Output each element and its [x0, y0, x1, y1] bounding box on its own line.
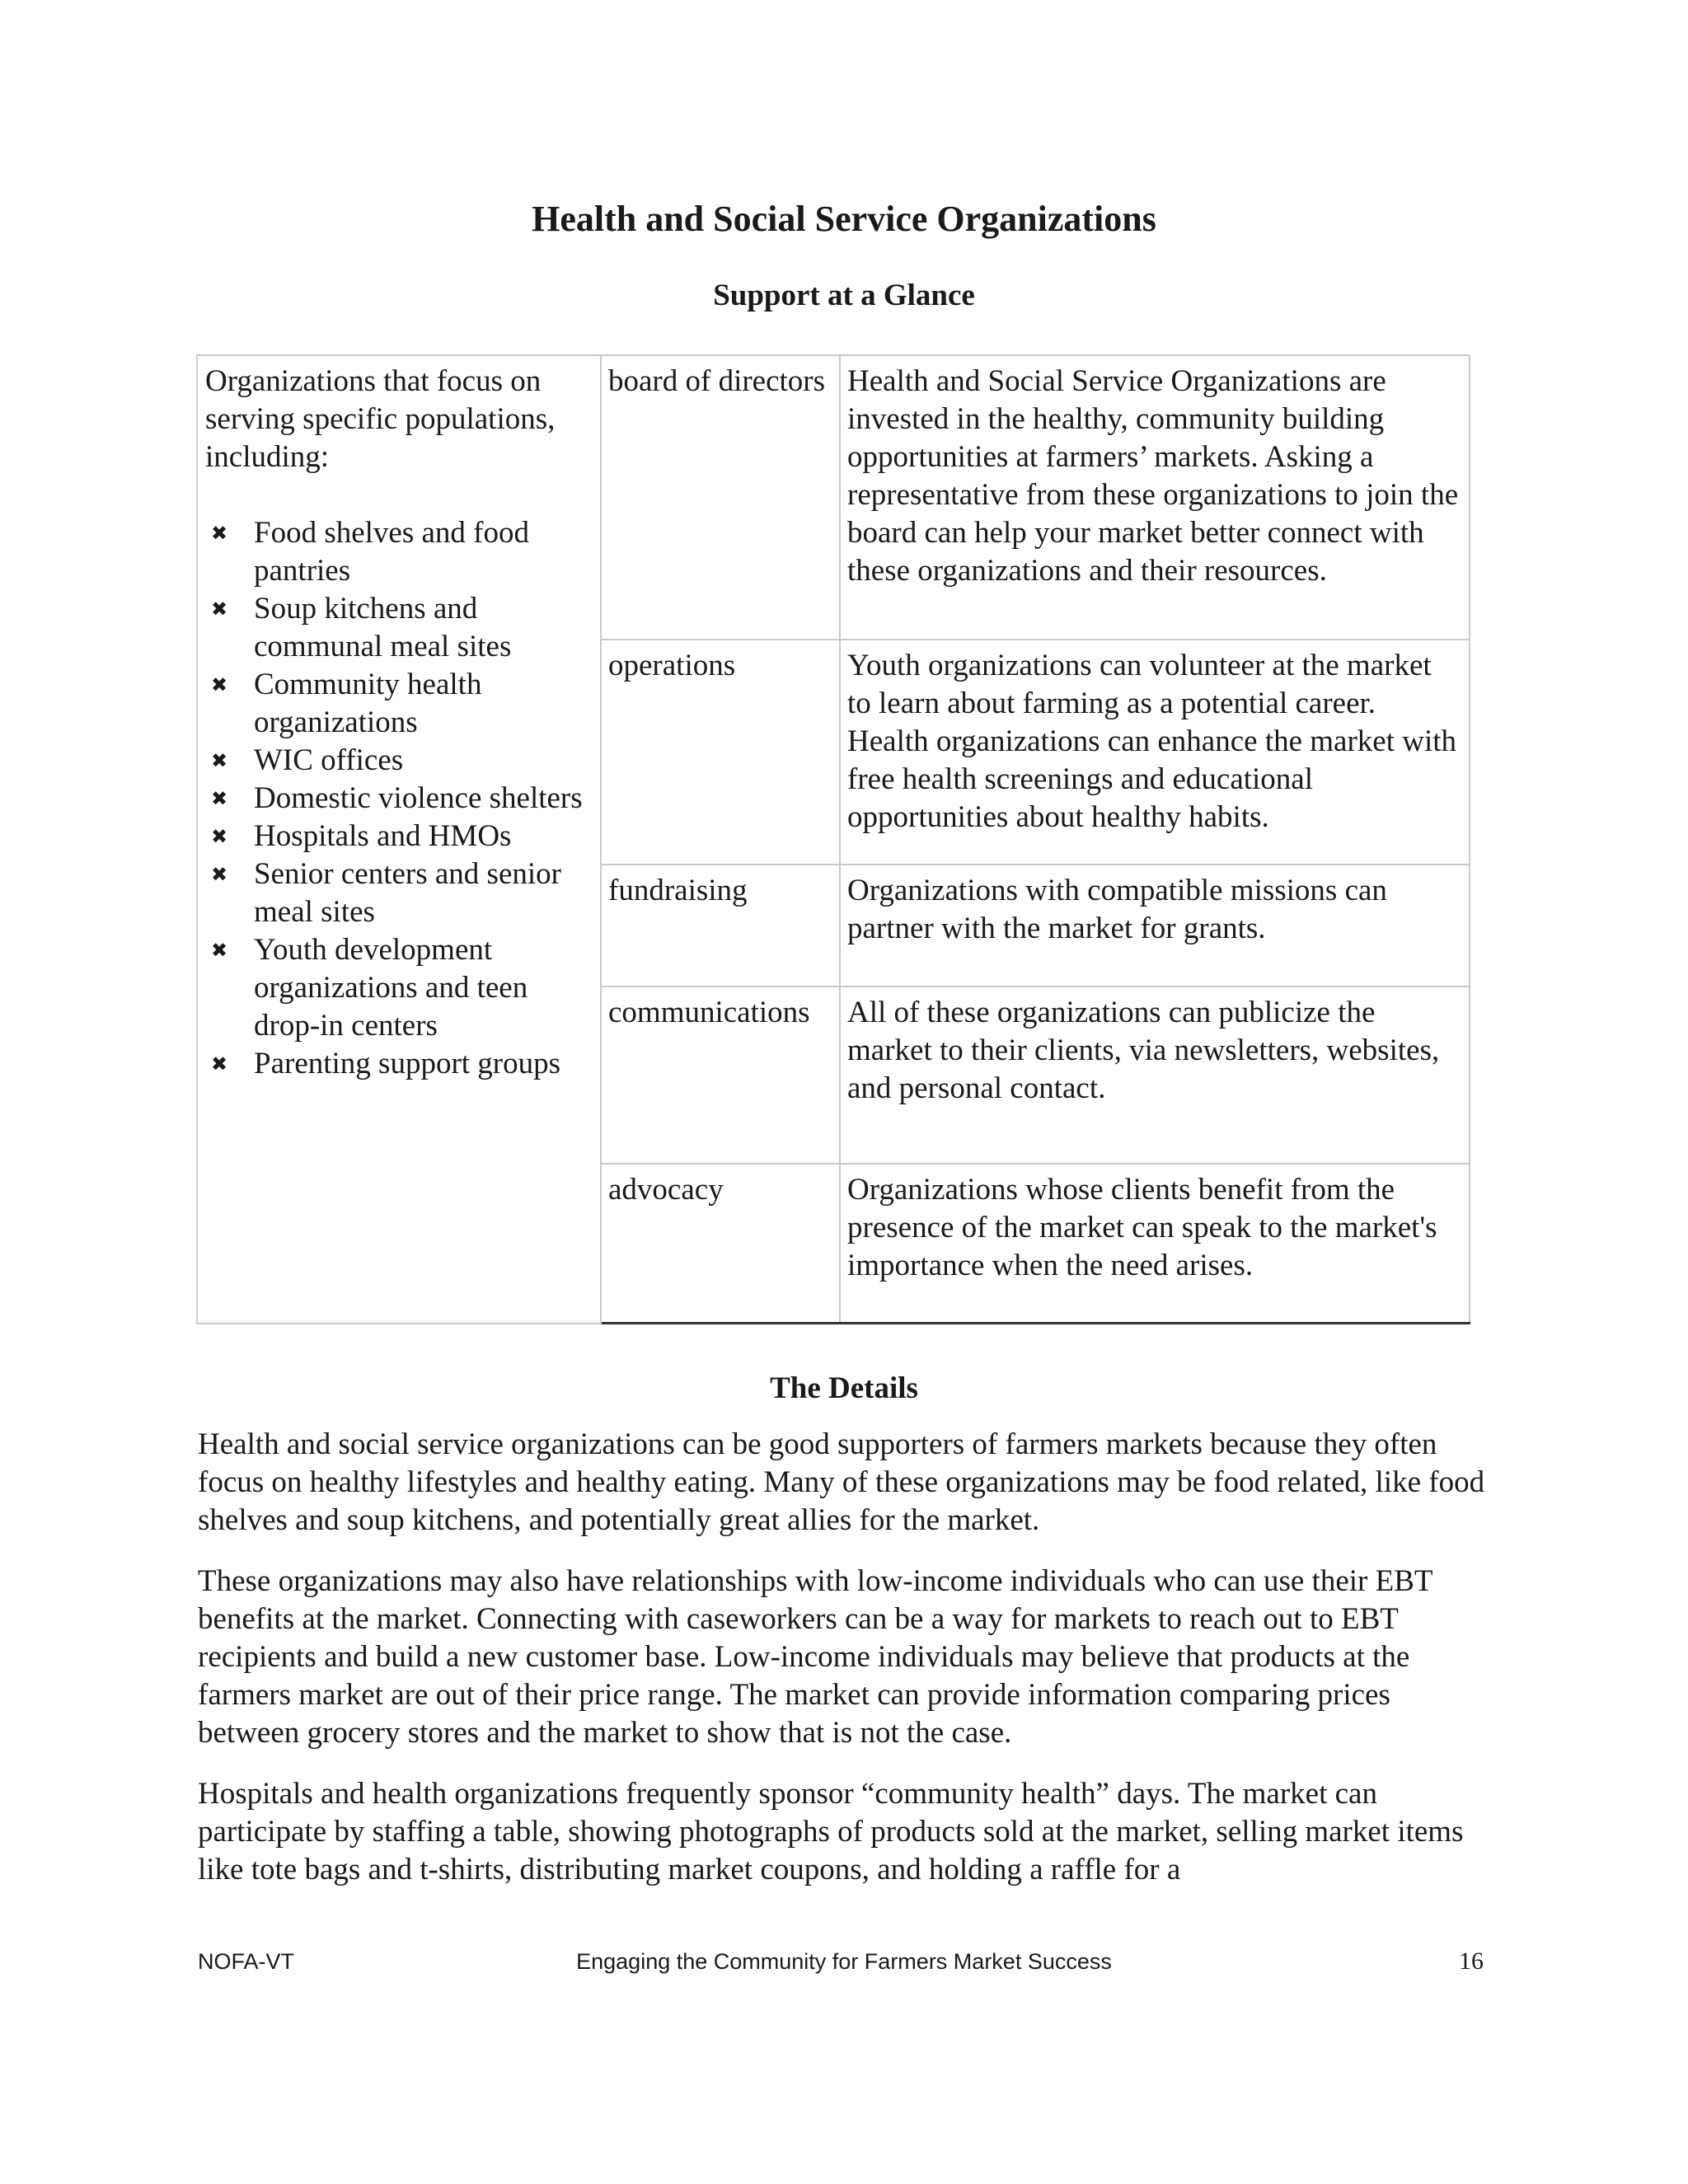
details-body: [198, 1426, 1492, 1912]
support-area-label: operations: [602, 640, 841, 864]
details-paragraph: Hospitals and health organizations frequently sponsor “community health” days. The market can participate by staffing a table, showing photographs of products sold at the market, selling market items like tote bags and t-shirts, distributing market coupons, and holding a raffle for a: [198, 1777, 1464, 1886]
page-number: 16: [1459, 1947, 1484, 1975]
list-item: [205, 818, 593, 855]
support-area-description: All of these organizations can publicize the market to their clients, via newsletters, websites, and personal contact.: [841, 987, 1470, 1163]
list-item: [205, 514, 593, 590]
list-item-text: Community health organizations: [254, 668, 482, 739]
footer-document-title: Engaging the Community for Farmers Market Success: [576, 1949, 1112, 1974]
x-mark-icon: ✖: [211, 673, 228, 696]
footer-organization: NOFA-VT: [198, 1949, 295, 1974]
support-at-a-glance-table: [196, 354, 1470, 1324]
table-row: [602, 865, 1470, 987]
page-title: Health and Social Service Organizations: [532, 199, 1156, 239]
x-mark-icon: ✖: [211, 749, 228, 772]
support-area-description: Organizations with compatible missions can partner with the market for grants.: [841, 865, 1470, 986]
list-item: [205, 590, 593, 666]
list-item-text: Domestic violence shelters: [254, 781, 583, 815]
x-mark-icon: ✖: [211, 598, 228, 621]
populations-intro: Organizations that focus on serving specific populations, including:: [205, 364, 556, 474]
support-area-description: Organizations whose clients benefit from the presence of the market can speak to the market's importance when the need arises.: [841, 1165, 1470, 1322]
list-item-text: Food shelves and food pantries: [254, 516, 529, 588]
list-item-text: Hospitals and HMOs: [254, 819, 512, 853]
list-item: [205, 931, 593, 1045]
list-item: [205, 1045, 593, 1083]
x-mark-icon: ✖: [211, 1052, 228, 1076]
details-heading: The Details: [770, 1371, 918, 1405]
table-row: [602, 987, 1470, 1165]
table-row: [602, 640, 1470, 865]
support-area-description: Youth organizations can volunteer at the market to learn about farming as a potential career. Health organizations can enhance the market with free health screenings and educational opportunities about healthy habits.: [841, 640, 1470, 864]
list-item: [205, 742, 593, 780]
x-mark-icon: ✖: [211, 522, 228, 545]
support-area-label: advocacy: [602, 1165, 841, 1322]
list-item-text: Senior centers and senior meal sites: [254, 857, 561, 929]
support-area-description: Health and Social Service Organizations are invested in the healthy, community building opportunities at farmers’ markets. Asking a representative from these organizations to join the board can help your market better connect with these organizations and their resources.: [841, 356, 1470, 639]
list-item-text: WIC offices: [254, 743, 404, 777]
support-area-label: fundraising: [602, 865, 841, 986]
list-item: [205, 780, 593, 818]
support-areas: [602, 354, 1470, 1324]
table-row: [602, 354, 1470, 640]
list-item: [205, 855, 593, 931]
table-row: [602, 1165, 1470, 1324]
populations-list: [205, 514, 593, 1083]
list-item: [205, 666, 593, 742]
populations-cell: [196, 354, 602, 1324]
details-paragraph: These organizations may also have relationships with low-income individuals who can use their EBT benefits at the market. Connecting with caseworkers can be a way for markets to reach out to EBT recipients and build a new customer base. Low-income individuals may believe that products at the farmers market are out of their price range. The market can provide information comparing prices between grocery stores and the market to show that is not the case.: [198, 1564, 1432, 1750]
support-area-label: communications: [602, 987, 841, 1163]
list-item-text: Parenting support groups: [254, 1047, 561, 1080]
x-mark-icon: ✖: [211, 787, 228, 810]
x-mark-icon: ✖: [211, 939, 228, 962]
support-area-label: board of directors: [602, 356, 841, 639]
x-mark-icon: ✖: [211, 825, 228, 848]
list-item-text: Youth development organizations and teen drop-in centers: [254, 933, 528, 1043]
section-subtitle: Support at a Glance: [713, 279, 975, 312]
list-item-text: Soup kitchens and communal meal sites: [254, 592, 512, 663]
x-mark-icon: ✖: [211, 863, 228, 886]
details-paragraph: Health and social service organizations can be good supporters of farmers markets because they often focus on healthy lifestyles and healthy eating. Many of these organizations may be food related, like food shelves and soup kitchens, and potentially great allies for the market.: [198, 1427, 1485, 1537]
